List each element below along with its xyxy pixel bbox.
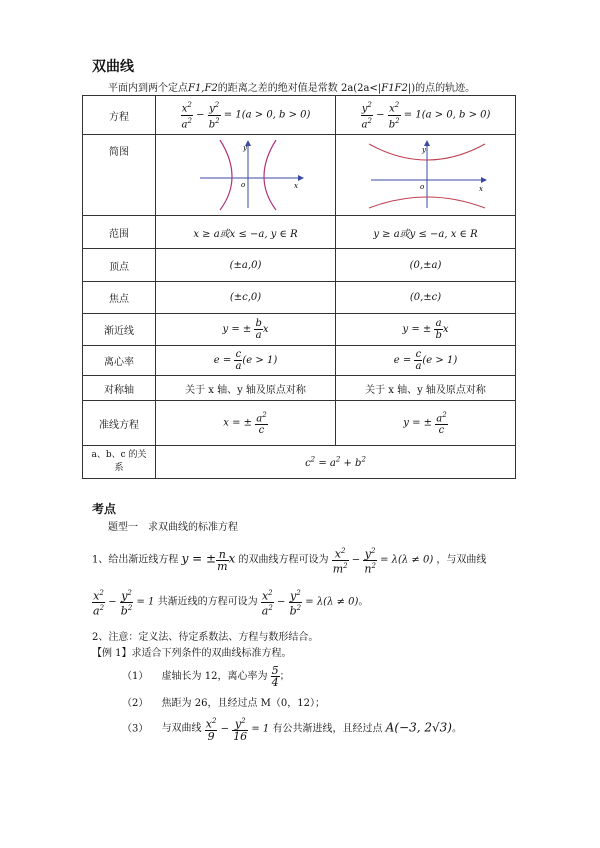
- table-row: [83, 446, 516, 479]
- sub-1-tail: ；: [279, 671, 290, 682]
- hyperbola-horizontal-graph: [186, 136, 306, 212]
- item-1-one: = 1: [136, 596, 155, 608]
- vertex-right: (0,±a): [336, 249, 516, 282]
- definition-pre: 平面内到两个定点: [108, 83, 188, 94]
- section-heading: 考点: [92, 502, 117, 516]
- range-left: x ≥ a或x ≤ −a, y ∈ R: [156, 216, 336, 249]
- row-label: a、b、c 的关系: [83, 446, 156, 479]
- row-label: 简图: [83, 135, 156, 216]
- asymptote-left: y = ± $\frac{b}{a}$ x: [156, 314, 336, 346]
- definition-post: )的点的轨迹。: [411, 83, 476, 94]
- definition-mid: 的距离之差的绝对值是常数 2a(2a<: [217, 83, 378, 94]
- table-row: [83, 96, 516, 135]
- definition-dist: |F1F2|: [377, 83, 412, 94]
- table-row: [83, 314, 516, 346]
- sub-1-num: （1）: [122, 671, 149, 682]
- row-label: 焦点: [83, 282, 156, 314]
- row-label: 顶点: [83, 249, 156, 282]
- directrix-right: y = ± $\frac{a^2}{c}$: [336, 401, 516, 446]
- item-2: 2、注意：定义法、待定系数法、方程与数形结合。: [92, 632, 319, 643]
- item-1-line2-mid: 共渐近线的方程可设为: [157, 596, 258, 608]
- abc-relation: $c^2 = a^2 + b^2$: [156, 446, 516, 479]
- row-label: 范围: [83, 216, 156, 249]
- sub-3-pre: 与双曲线: [161, 723, 202, 735]
- range-right: y ≥ a或y ≤ −a, x ∈ R: [336, 216, 516, 249]
- sub-3-num: （3）: [122, 723, 149, 735]
- axis-label-y: y: [242, 143, 247, 152]
- row-label: 对称轴: [83, 376, 156, 401]
- hyperbola-table: [82, 95, 516, 479]
- hyperbola-vertical-graph: [361, 136, 491, 212]
- axis-label-x: x: [478, 184, 483, 193]
- table-row: [83, 135, 516, 216]
- symmetry-right: 关于 x 轴、y 轴及原点对称: [336, 376, 516, 401]
- sub-1-text: 虚轴长为 12，离心率为: [161, 671, 268, 682]
- sub-2-text: 焦距为 26，且经过点 M（0，12）；: [161, 698, 325, 709]
- row-label: 渐近线: [83, 314, 156, 346]
- item-1-pre: 1、给出渐近线方程: [92, 554, 179, 566]
- asymptote-right: y = ± $\frac{a}{b}$ x: [336, 314, 516, 346]
- graph-left: [156, 135, 336, 216]
- origin-label: o: [419, 182, 424, 191]
- equation-right: $\frac{y^2}{a^2}$ − $\frac{x^2}{b^2}$ = 1(a > 0, b > 0): [336, 96, 516, 135]
- sub-3-end: 。: [451, 723, 462, 735]
- page-title: 双曲线: [92, 59, 134, 75]
- example-1: 【例 1】求适合下列条件的双曲线标准方程。: [92, 648, 292, 659]
- origin-label: o: [240, 180, 245, 189]
- item-1-line-1: 1、给出渐近线方程 y = ± $\frac{n}{m}$ x 的双曲线方程可设为 $\frac{x^2}{m^2}$ − $\frac{y^2}{n^2}$ = λ(λ ≠ 0) ，与双曲线: [92, 547, 487, 576]
- table-row: [83, 401, 516, 446]
- focus-right: (0,±c): [336, 282, 516, 314]
- definition-points: F1,F2: [188, 83, 218, 94]
- item-1-mid: 的双曲线方程可设为: [238, 554, 329, 566]
- item-1-end: 。: [358, 596, 369, 608]
- table-row: [83, 346, 516, 376]
- row-label: 准线方程: [83, 401, 156, 446]
- table-row: [83, 216, 516, 249]
- table-row: [83, 376, 516, 401]
- sub-3-point: A(−3, 2√3): [385, 720, 452, 735]
- row-label: 离心率: [83, 346, 156, 376]
- question-type: 题型一 求双曲线的标准方程: [108, 522, 238, 533]
- sub-question-3: （3） 与双曲线 $\frac{x^2}{9}$ − $\frac{y^2}{16}$ = 1 有公共渐进线，且经过点 A(−3, 2√3)。: [122, 717, 462, 743]
- table-row: [83, 282, 516, 314]
- sub-3-mid: 有公共渐进线，且经过点: [272, 723, 383, 735]
- eccentricity-left: e = $\frac{c}{a}$ (e > 1): [156, 346, 336, 376]
- definition-text: [108, 79, 475, 94]
- eccentricity-right: e = $\frac{c}{a}$ (e > 1): [336, 346, 516, 376]
- equation-left: $\frac{x^2}{a^2}$ − $\frac{y^2}{b^2}$ = 1(a > 0, b > 0): [156, 96, 336, 135]
- table-row: [83, 249, 516, 282]
- graph-right: [336, 135, 516, 216]
- sub-question-2: [122, 694, 325, 709]
- vertex-left: (±a,0): [156, 249, 336, 282]
- axis-label-x: x: [293, 181, 298, 190]
- row-label: 方程: [83, 96, 156, 135]
- axis-label-y: y: [421, 145, 426, 154]
- item-1-post: ，与双曲线: [436, 554, 487, 566]
- focus-left: (±c,0): [156, 282, 336, 314]
- sub-question-1: （1） 虚轴长为 12，离心率为 $\frac{5}{4}$ ；: [122, 664, 290, 689]
- symmetry-left: 关于 x 轴、y 轴及原点对称: [156, 376, 336, 401]
- sub-2-num: （2）: [122, 698, 149, 709]
- directrix-left: x = ± $\frac{a^2}{c}$: [156, 401, 336, 446]
- item-1-line-2: $\frac{x^2}{a^2}$ − $\frac{y^2}{b^2}$ = 1 共渐近线的方程可设为 $\frac{x^2}{a^2}$ − $\frac{y^2}{b^2}$ = λ(λ ≠ 0)。: [93, 589, 369, 618]
